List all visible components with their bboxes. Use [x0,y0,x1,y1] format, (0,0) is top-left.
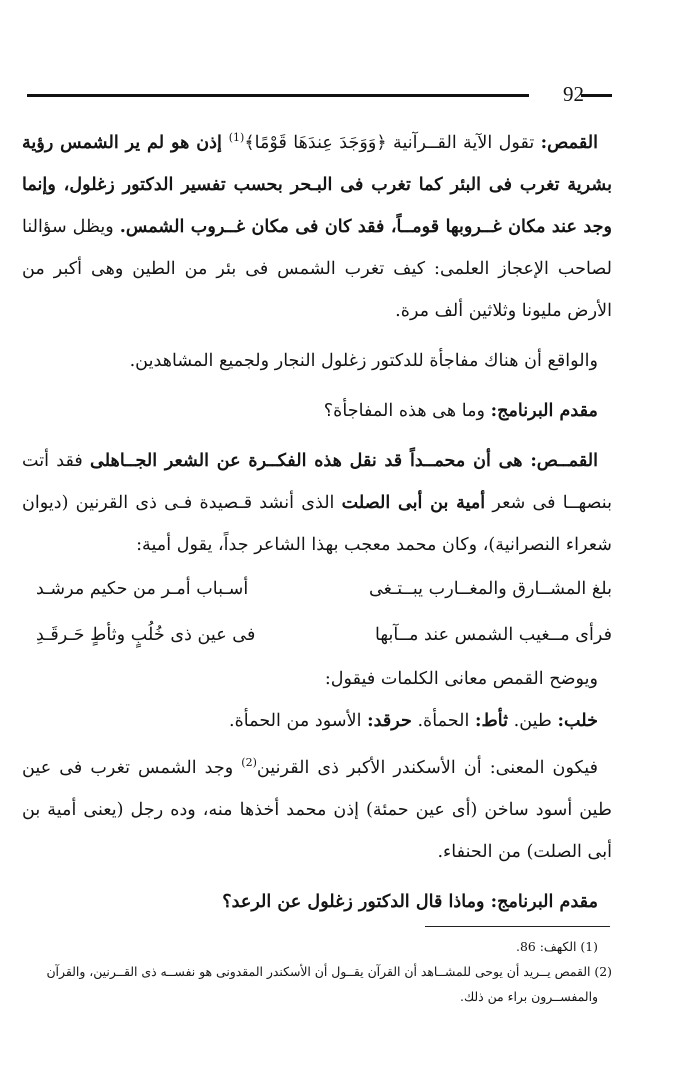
glossary-word: خلب: [557,709,598,731]
footnotes [22,934,612,1009]
text: ويظل سؤالنا لصاحب الإعجاز العلمى: كيف تغرب الشمس فى بئر من الطين وهى أكبر من الأرض مليونا وثلاثين ألف مرة. [22,216,612,321]
text: وجد الشمس تغرب فى عين طين أسود ساخن (أى عين حمئة) إذن محمد أخذها منه، وده رجل (يعنى أمية بن أبى الصلت) من الحنفاء. [22,757,612,862]
bold-text: هى أن محمــداً قد نقل هذه الفكــرة عن الشعر الجــاهلى [90,449,531,471]
paragraph-8: مقدم البرنامج: وماذا قال الدكتور زغلول عن الرعد؟ [222,890,598,912]
paragraph-1 [22,117,612,332]
glossary-def: الحمأة. [411,710,475,731]
page-number: 92 [563,82,584,106]
speaker-label: مقدم البرنامج: [490,399,598,421]
paragraph-2: والواقع أن هناك مفاجأة للدكتور زغلول النجار ولجميع المشاهدين. [129,350,598,371]
bold-text: إذن هو لم ير الشمس رؤية بشرية تغرب فى البئر كما تغرب فى البـحر بحسب تفسير الدكتور زغلول، وإنما وجد عند مكان غــروبها قومــاً، فقد كان فى مكان غــروب الشمس. [22,131,612,237]
poet-name: أمية بن أبى الصلت [341,491,486,513]
speaker-label: القمــص: [530,449,598,471]
poem-hemistich: أسـباب أمـر من حكيم مرشـد [36,578,249,599]
footnote-ref: (2) [241,755,257,769]
header-rule-left [27,94,529,97]
poem [22,612,612,658]
paragraph-7 [22,742,612,873]
page-header [27,78,612,112]
paragraph-3 [22,390,612,432]
paragraph-6 [22,700,612,742]
footnote-separator [425,926,610,927]
footnote-ref: (1) [228,131,245,144]
text: وما هى هذه المفاجأة؟ [323,400,491,421]
body-text [22,117,612,923]
text: فقد أتت بنصهــا فى شعر [22,450,613,513]
text: الذى أنشد قـصيدة فـى ذى القرنين (ديوان شعراء النصرانية)، وكان محمد معجب بهذا الشاعر جداً، يقول أمية: [22,492,612,555]
footnote-1: (1) الكهف: 86. [516,939,598,954]
footnote-2-continued: والمفســرون براء من ذلك. [460,989,598,1004]
paragraph-4 [22,440,612,566]
glossary-word: حرقد: [367,709,412,731]
header-rule-right [581,94,612,97]
glossary-def: الأسود من الحمأة. [228,710,368,731]
poem [22,566,612,612]
poem-hemistich: بلغ المشــارق والمغــارب يبــتـغى [368,578,612,599]
paragraph-5: ويوضح القمص معانى الكلمات فيقول: [324,668,598,689]
poem-hemistich: فرأى مــغيب الشمس عند مــآبها [374,624,612,645]
glossary-word: ثأط: [475,709,509,731]
text: فيكون المعنى: أن الأسكندر الأكبر ذى القرنين [256,757,598,778]
footnote-2: (2) القمص يــريد أن يوحى للمشــاهد أن القرآن يقــول أن الأسكندر المقدونى هو نفســه ذى القــرنين، والقرآن [46,964,612,979]
quran-quote: ﴿وَوَجَدَ عِندَهَا قَوْمًا﴾ [244,132,387,153]
glossary-def: طين. [508,710,558,731]
speaker-label: القمص: [540,131,598,153]
text: تقول الآية القــرآنية [386,132,541,153]
poem-hemistich: فى عين ذى خُلُبٍ وثأطٍ حَـرقَـدِ [36,624,256,645]
